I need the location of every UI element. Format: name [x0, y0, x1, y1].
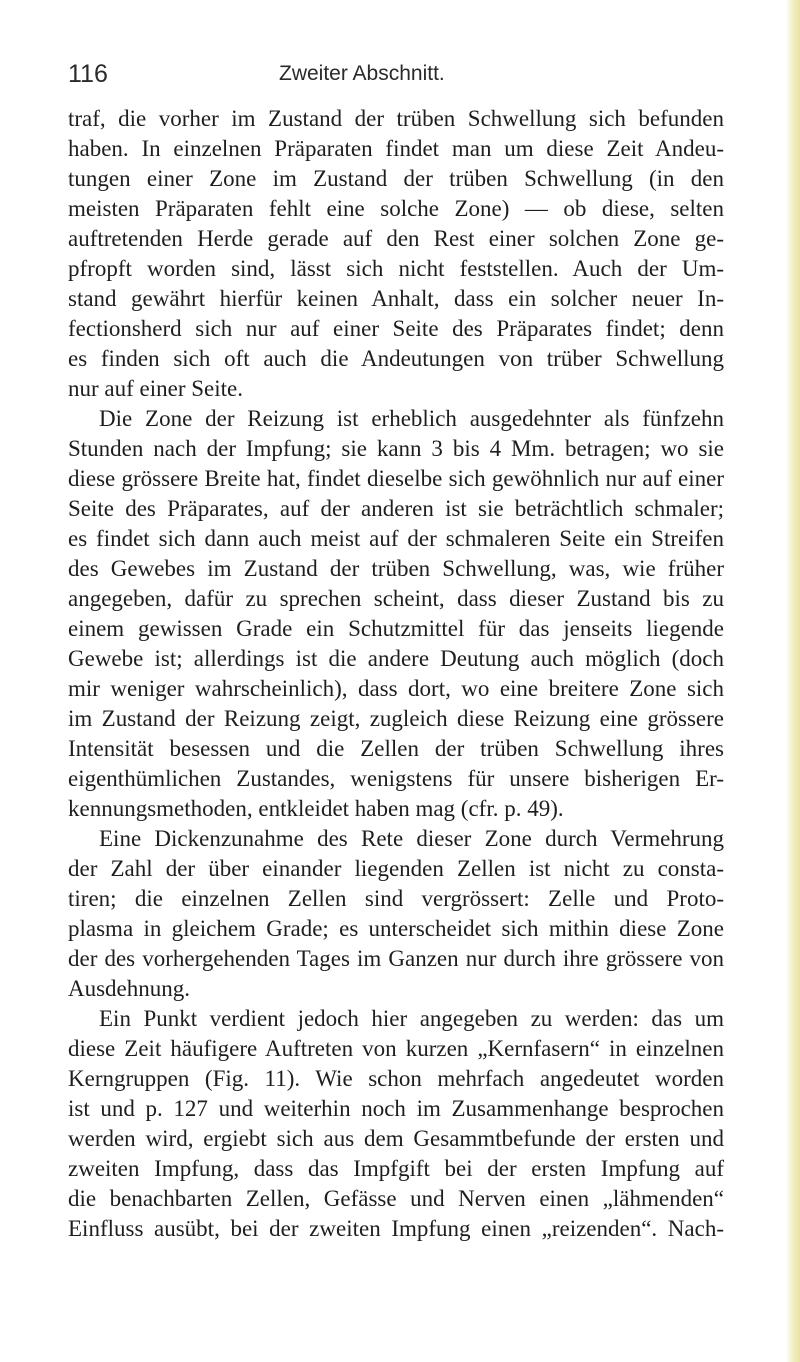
text-line: plasma in gleichem Grade; es unterscheidet sich mithin diese Zone [68, 916, 724, 941]
paragraph-first-line: Die Zone der Reizung ist erheblich ausgedehnter als fünfzehn [99, 406, 724, 431]
text-line: nur auf einer Seite. [68, 376, 243, 401]
text-line: werden wird, ergiebt sich aus dem Gesammtbefunde der ersten und [68, 1126, 724, 1151]
text-line: Stunden nach der Impfung; sie kann 3 bis 4 Mm. betragen; wo sie [68, 436, 724, 461]
text-line: tungen einer Zone im Zustand der trüben Schwellung (in den [68, 166, 724, 191]
text-line: die benachbarten Zellen, Gefässe und Nerven einen „lähmenden“ [68, 1186, 724, 1211]
text-line: diese Zeit häufigere Auftreten von kurzen „Kernfasern“ in einzelnen [68, 1036, 724, 1061]
running-head: Zweiter Abschnitt. [279, 62, 445, 85]
text-line: eigenthümlichen Zustandes, wenigstens für unsere bisherigen Er- [68, 766, 724, 791]
text-line: einem gewissen Grade ein Schutzmittel für das jenseits liegende [68, 616, 724, 641]
text-line: fectionsherd sich nur auf einer Seite des Präparates findet; denn [68, 316, 724, 341]
text-line: Gewebe ist; allerdings ist die andere Deutung auch möglich (doch [68, 646, 724, 671]
text-line: des Gewebes im Zustand der trüben Schwellung, was, wie früher [68, 556, 724, 581]
text-line: der des vorhergehenden Tages im Ganzen nur durch ihre grössere von [68, 946, 724, 971]
text-line: auftretenden Herde gerade auf den Rest einer solchen Zone ge- [68, 226, 724, 251]
text-line: haben. In einzelnen Präparaten findet man um diese Zeit Andeu- [68, 136, 724, 161]
paragraph-first-line: Ein Punkt verdient jedoch hier angegeben zu werden: das um [99, 1006, 724, 1031]
text-line: traf, die vorher im Zustand der trüben Schwellung sich befunden [68, 106, 724, 131]
page-number: 116 [68, 60, 108, 88]
text-line: Intensität besessen und die Zellen der trüben Schwellung ihres [68, 736, 724, 761]
page-edge-shadow [786, 0, 800, 1362]
text-line: es finden sich oft auch die Andeutungen von trüber Schwellung [68, 346, 724, 371]
text-line: ist und p. 127 und weiterhin noch im Zusammenhange besprochen [68, 1096, 724, 1121]
page-header [68, 60, 728, 94]
paragraph-first-line: Eine Dickenzunahme des Rete dieser Zone durch Vermehrung [99, 826, 724, 851]
text-line: mir weniger wahrscheinlich), dass dort, wo eine breitere Zone sich [68, 676, 724, 701]
text-line: tiren; die einzelnen Zellen sind vergrössert: Zelle und Proto- [68, 886, 724, 911]
text-line: Seite des Präparates, auf der anderen ist sie beträchtlich schmaler; [68, 496, 724, 521]
text-line: Ausdehnung. [68, 976, 191, 1001]
text-line: pfropft worden sind, lässt sich nicht feststellen. Auch der Um- [68, 256, 724, 281]
text-line: stand gewährt hierfür keinen Anhalt, dass ein solcher neuer In- [68, 286, 724, 311]
text-line: Einfluss ausübt, bei der zweiten Impfung einen „reizenden“. Nach- [68, 1216, 724, 1241]
text-line: diese grössere Breite hat, findet dieselbe sich gewöhnlich nur auf einer [68, 466, 724, 491]
text-line: angegeben, dafür zu sprechen scheint, dass dieser Zustand bis zu [68, 586, 724, 611]
text-line: der Zahl der über einander liegenden Zellen ist nicht zu consta- [68, 856, 724, 881]
text-line: kennungsmethoden, entkleidet haben mag (cfr. p. 49). [68, 796, 564, 821]
text-line: es findet sich dann auch meist auf der schmaleren Seite ein Streifen [68, 526, 724, 551]
text-line: im Zustand der Reizung zeigt, zugleich diese Reizung eine grössere [68, 706, 724, 731]
text-line: meisten Präparaten fehlt eine solche Zone) — ob diese, selten [68, 196, 724, 221]
body-text [68, 104, 724, 1244]
text-line: zweiten Impfung, dass das Impfgift bei der ersten Impfung auf [68, 1156, 724, 1181]
text-line: Kerngruppen (Fig. 11). Wie schon mehrfach angedeutet worden [68, 1066, 724, 1091]
